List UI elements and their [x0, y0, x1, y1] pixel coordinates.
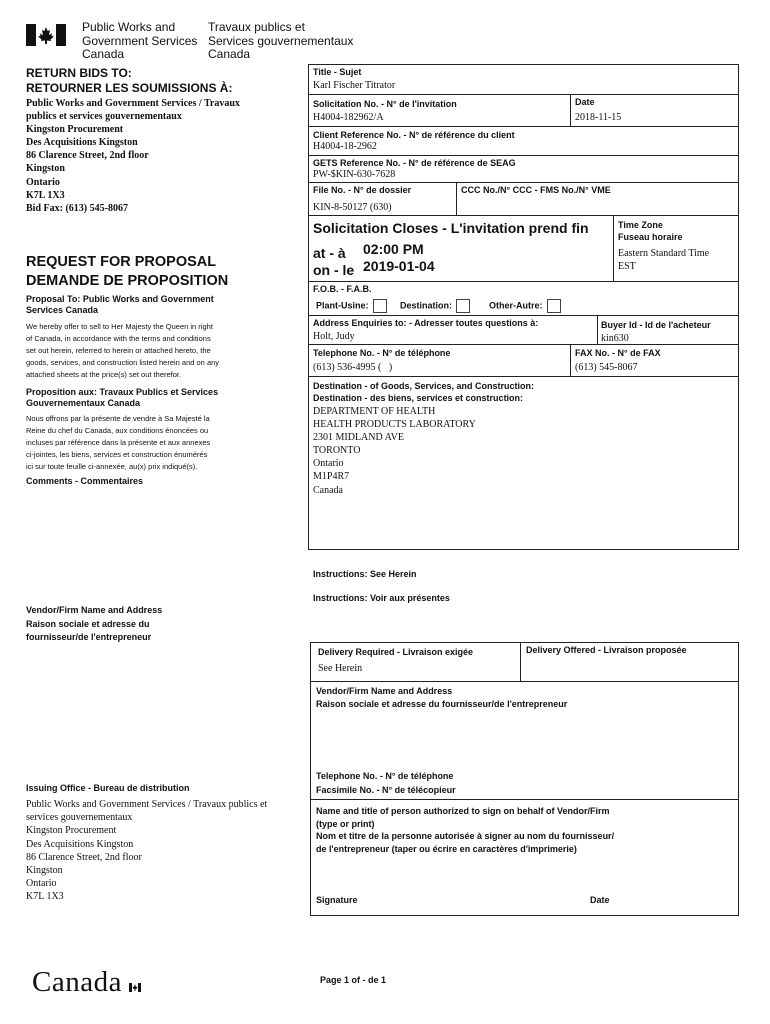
- at-value: 02:00 PM: [363, 241, 424, 257]
- solicitation-label: Solicitation No. - N° de l'invitation: [313, 99, 457, 109]
- form-border-bottom: [308, 549, 739, 550]
- file-value: KIN-8-50127 (630): [313, 202, 392, 213]
- plant-label: Plant-Usine:: [316, 300, 369, 311]
- dest-label-line: Destination - des biens, services et construction:: [313, 393, 524, 403]
- org-fr-line: Services gouvernementaux: [208, 33, 354, 48]
- address-line: Public Works and Government Services / Travaux: [26, 98, 240, 109]
- authorized-line: de l'entrepreneur (taper ou écrire en caractères d'imprimerie): [316, 843, 577, 854]
- vendor-label-line: Raison sociale et adresse du fournisseur/de l'entrepreneur: [316, 699, 568, 709]
- title-label: Title - Sujet: [313, 67, 362, 77]
- vendor-left-line: Vendor/Firm Name and Address: [26, 605, 163, 615]
- gets-label: GETS Reference No. - N° de référence de SEAG: [313, 158, 516, 168]
- solicitation-value: H4004-182962/A: [313, 112, 384, 123]
- row-divider: [308, 376, 739, 377]
- address-enquiries-label: Address Enquiries to: - Adresser toutes questions à:: [313, 318, 539, 328]
- time-zone-value: [618, 247, 709, 273]
- address-line: Des Acquisitions Kingston: [26, 838, 134, 850]
- plant-option[interactable]: [316, 299, 387, 313]
- col-divider: [570, 344, 571, 377]
- col-divider: [520, 642, 521, 682]
- col-divider: [570, 94, 571, 127]
- ccc-label: CCC No./N° CCC - FMS No./N° VME: [461, 185, 611, 195]
- canada-wordmark: [32, 966, 122, 999]
- page-number: Page 1 of - de 1: [320, 975, 387, 985]
- delivery-required-label: Delivery Required - Livraison exigée: [318, 647, 474, 657]
- form-border-top: [308, 64, 739, 65]
- on-value: 2019-01-04: [363, 258, 435, 274]
- destination-checkbox[interactable]: [456, 299, 470, 313]
- org-name-en: [82, 21, 197, 62]
- dest-value-line: TORONTO: [313, 445, 361, 457]
- proposition-line: Proposition aux: Travaux Publics et Services: [26, 387, 219, 397]
- address-line: K7L 1X3: [26, 189, 65, 201]
- date-label: Date: [575, 97, 595, 107]
- row-divider: [308, 94, 739, 95]
- form-border-left: [308, 64, 309, 550]
- comments-label: Comments - Commentaires: [26, 476, 144, 486]
- fob-label: F.O.B. - F.A.B.: [313, 284, 372, 294]
- rfp-title-fr: DEMANDE DE PROPOSITION: [26, 273, 229, 289]
- offer-line: attached sheets at the price(s) set out therefor.: [26, 370, 182, 379]
- offer-line: of Canada, in accordance with the terms and conditions: [26, 334, 211, 343]
- vendor-label-line: Vendor/Firm Name and Address: [316, 686, 453, 696]
- org-fr-line: Canada: [208, 47, 251, 61]
- tz-value-line: Eastern Standard Time: [618, 248, 710, 259]
- issuing-office-address: [26, 798, 267, 904]
- destination-goods-label: [313, 380, 534, 404]
- authorized-line: Name and title of person authorized to sign on behalf of Vendor/Firm: [316, 806, 610, 816]
- proposition-line: Gouvernementaux Canada: [26, 398, 141, 408]
- org-fr-line: Travaux publics et: [208, 20, 305, 34]
- gets-value: PW-$KIN-630-7628: [313, 169, 396, 180]
- row-divider: [308, 215, 739, 216]
- offer-line: ici sur toute feuille ci-annexée, au(x) prix indiqué(s).: [26, 462, 198, 471]
- tz-value-line: EST: [618, 261, 636, 272]
- other-checkbox[interactable]: [547, 299, 561, 313]
- authorized-line: Nom et titre de la personne autorisée à signer au nom du fournisseur/: [316, 831, 615, 841]
- facsimile-label: Facsimile No. - N° de télécopieur: [316, 785, 456, 795]
- row-divider: [310, 799, 739, 800]
- instructions-en: Instructions: See Herein: [313, 569, 417, 579]
- wordmark-flag-icon: [129, 967, 141, 1000]
- col-divider: [456, 182, 457, 216]
- address-line: 86 Clarence Street, 2nd floor: [26, 851, 142, 863]
- destination-goods-value: [313, 405, 476, 497]
- fax-value: (613) 545-8067: [575, 362, 638, 373]
- time-zone-label: [618, 219, 683, 243]
- org-name-fr: [208, 21, 353, 62]
- buyer-id-label: Buyer Id - Id de l'acheteur: [601, 320, 711, 330]
- issuing-office-label: Issuing Office - Bureau de distribution: [26, 783, 190, 793]
- col-divider: [597, 315, 598, 345]
- dest-value-line: HEALTH PRODUCTS LABORATORY: [313, 419, 476, 431]
- offer-line: Reine du chef du Canada, aux conditions énoncées ou: [26, 426, 209, 435]
- form-border-right: [738, 64, 739, 550]
- vendor-left-line: fournisseur/de l'entrepreneur: [26, 632, 152, 642]
- address-line: publics et services gouvernementaux: [26, 111, 182, 123]
- offer-line: goods, services, and construction listed herein and on any: [26, 358, 220, 367]
- vendor-box-border-right: [738, 642, 739, 916]
- address-line: Ontario: [26, 176, 60, 188]
- row-divider: [308, 182, 739, 183]
- instructions-fr: Instructions: Voir aux présentes: [313, 593, 450, 603]
- file-label: File No. - N° de dossier: [313, 185, 412, 195]
- org-en-line: Canada: [82, 47, 125, 61]
- destination-label: Destination:: [400, 300, 453, 311]
- row-divider: [308, 344, 739, 345]
- signature-date-label: Date: [590, 895, 610, 905]
- dest-value-line: M1P4R7: [313, 471, 350, 483]
- tz-label-line: Fuseau horaire: [618, 232, 683, 242]
- address-line: Des Acquisitions Kingston: [26, 137, 138, 149]
- on-label: on - le: [313, 262, 355, 278]
- address-line: services gouvernementaux: [26, 812, 133, 824]
- dest-label-line: Destination - of Goods, Services, and Construction:: [313, 381, 535, 391]
- vendor-left-label: [26, 604, 162, 645]
- client-ref-value: H4004-18-2962: [313, 141, 377, 152]
- proposal-to-label: [26, 294, 214, 316]
- client-ref-label: Client Reference No. - N° de référence du client: [313, 130, 515, 140]
- address-line: K7L 1X3: [26, 891, 64, 903]
- offer-text-en: [26, 321, 219, 381]
- closes-label: Solicitation Closes - L'invitation prend fin: [313, 220, 589, 236]
- row-divider: [308, 281, 739, 282]
- destination-option[interactable]: [400, 299, 470, 313]
- vendor-box-border-top: [310, 642, 739, 643]
- authorized-line: (type or print): [316, 818, 375, 829]
- dest-value-line: Canada: [313, 484, 343, 496]
- col-divider: [613, 215, 614, 282]
- proposal-to-line: Services Canada: [26, 305, 99, 315]
- address-line: Public Works and Government Services / Travaux publics et: [26, 799, 268, 810]
- offer-line: ci-jointes, les biens, services et construction énumérés: [26, 450, 208, 459]
- buyer-id-value: kin630: [601, 333, 629, 344]
- row-divider: [308, 155, 739, 156]
- other-label: Other-Autre:: [489, 300, 543, 311]
- phone-label: Telephone No. - N° de téléphone: [316, 771, 454, 781]
- authorized-label: [316, 805, 614, 855]
- telephone-value: (613) 536-4995 ( ): [313, 362, 393, 373]
- offer-text-fr: [26, 413, 210, 473]
- return-bids-heading-fr: RETOURNER LES SOUMISSIONS À:: [26, 81, 233, 95]
- date-value: 2018-11-15: [575, 112, 622, 123]
- other-option[interactable]: [489, 299, 561, 313]
- vendor-box-border-bottom: [310, 915, 739, 916]
- title-value: Karl Fischer Titrator: [313, 80, 396, 91]
- org-en-line: Public Works and: [82, 20, 176, 34]
- dest-value-line: Ontario: [313, 458, 344, 470]
- address-line: Kingston Procurement: [26, 124, 124, 136]
- offer-line: set out herein, referred to herein or attached hereto, the: [26, 346, 211, 355]
- offer-line: incluses par référence dans la présente et aux annexes: [26, 438, 211, 447]
- dest-value-line: 2301 MIDLAND AVE: [313, 432, 404, 444]
- proposal-to-line: Proposal To: Public Works and Government: [26, 294, 214, 304]
- address-line: 86 Clarence Street, 2nd floor: [26, 150, 149, 162]
- vendor-label: [316, 685, 567, 711]
- rfp-title-en: REQUEST FOR PROPOSAL: [26, 254, 217, 270]
- delivery-offered-label: Delivery Offered - Livraison proposée: [526, 645, 687, 655]
- return-bids-heading: [26, 66, 232, 96]
- vendor-left-line: Raison sociale et adresse du: [26, 618, 150, 629]
- vendor-box-border-left: [310, 642, 311, 916]
- signature-label: Signature: [316, 895, 358, 905]
- address-line: Kingston: [26, 163, 65, 175]
- canada-flag-icon: [26, 24, 66, 46]
- row-divider: [308, 126, 739, 127]
- address-line: Ontario: [26, 878, 57, 890]
- telephone-label: Telephone No. - N° de téléphone: [313, 348, 451, 358]
- address-line: Kingston Procurement: [26, 825, 117, 837]
- fax-label: FAX No. - N° de FAX: [575, 348, 661, 358]
- address-enquiries-value: Holt, Judy: [313, 331, 355, 342]
- return-bids-heading-en: RETURN BIDS TO:: [26, 66, 132, 80]
- row-divider: [308, 315, 739, 316]
- plant-checkbox[interactable]: [373, 299, 387, 313]
- tz-label-line: Time Zone: [618, 220, 663, 230]
- canada-wordmark-text: Canada: [32, 966, 122, 998]
- org-en-line: Government Services: [82, 33, 198, 48]
- row-divider: [310, 681, 739, 682]
- offer-line: Nous offrons par la présente de vendre à Sa Majesté la: [26, 414, 210, 423]
- at-label: at - à: [313, 245, 346, 261]
- dest-value-line: DEPARTMENT OF HEALTH: [313, 406, 436, 417]
- proposition-label: [26, 387, 218, 409]
- rfp-title: [26, 253, 228, 291]
- delivery-required-value: See Herein: [318, 663, 363, 674]
- offer-line: We hereby offer to sell to Her Majesty the Queen in right: [26, 322, 213, 331]
- bid-fax: Bid Fax: (613) 545-8067: [26, 202, 128, 214]
- address-line: Kingston: [26, 865, 63, 877]
- return-bids-address: [26, 97, 240, 215]
